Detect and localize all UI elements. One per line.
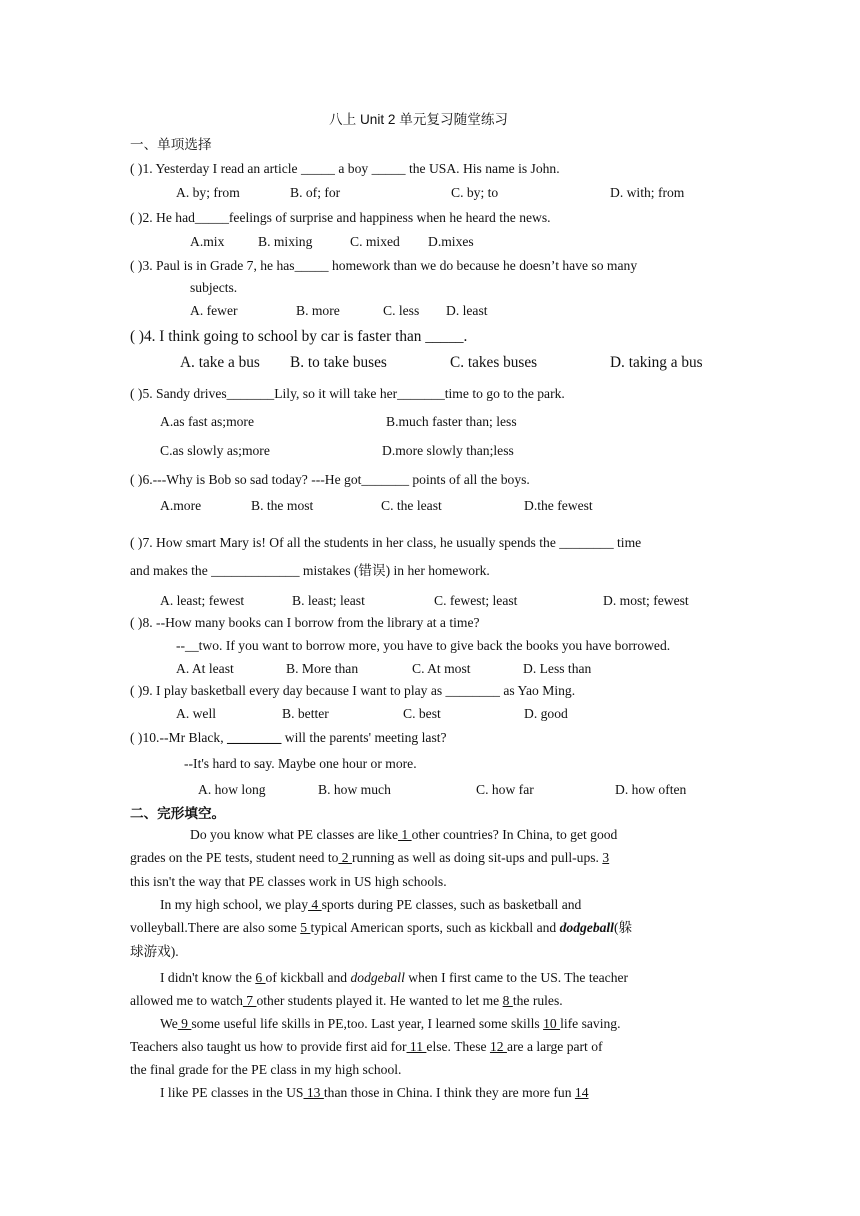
cloze-p1-line1: Do you know what PE classes are like 1 other countries? In China, to get good [190, 827, 618, 842]
q7-option-a: A. least; fewest [160, 593, 245, 608]
cloze-blank-1: 1 [398, 827, 412, 842]
cloze-p1-line2: grades on the PE tests, student need to 2 running as well as doing sit-ups and pull-ups. 3 [130, 850, 610, 865]
cloze-p4-line1: We 9 some useful life skills in PE,too. Last year, I learned some skills 10 life saving. [160, 1016, 621, 1031]
q2-option-c: C. mixed [350, 234, 400, 249]
q8-option-a: A. At least [176, 661, 234, 676]
section-heading-multiple-choice: 一、单项选择 [130, 137, 212, 152]
q2-option-b: B. mixing [258, 234, 313, 249]
cloze-blank-3: 3 [602, 850, 610, 865]
q10-option-d: D. how often [615, 782, 687, 797]
q3-option-d: D. least [446, 303, 488, 318]
question-9-stem: ( )9. I play basketball every day because I want to play as ________ as Yao Ming. [130, 683, 576, 698]
cloze-blank-6: 6 [255, 970, 266, 985]
q6-option-d: D.the fewest [524, 498, 593, 513]
page-title: 八上 Unit 2 单元复习随堂练习 [329, 112, 509, 127]
cloze-blank-5: 5 [300, 920, 311, 935]
q7-option-c: C. fewest; least [434, 593, 518, 608]
q8-option-c: C. At most [412, 661, 471, 676]
q5-option-a: A.as fast as;more [160, 414, 254, 429]
question-8-stem: ( )8. --How many books can I borrow from the library at a time? [130, 615, 480, 630]
q6-option-a: A.more [160, 498, 202, 513]
q4-option-b: B. to take buses [290, 354, 387, 371]
cloze-blank-2: 2 [338, 850, 352, 865]
cloze-p3-line2: allowed me to watch 7 other students played it. He wanted to let me 8 the rules. [130, 993, 563, 1008]
question-6-stem: ( )6.---Why is Bob so sad today? ---He got_______ points of all the boys. [130, 472, 530, 487]
q9-option-d: D. good [524, 706, 568, 721]
q3-option-b: B. more [296, 303, 340, 318]
q10-stem-start: ( )10.--Mr Black, [130, 730, 228, 745]
q8-option-d: D. Less than [523, 661, 592, 676]
cloze-p1-line3: this isn't the way that PE classes work in US high schools. [130, 874, 447, 889]
q6-option-c: C. the least [381, 498, 442, 513]
question-7-stem-line1: ( )7. How smart Mary is! Of all the students in her class, he usually spends the ________ time [130, 535, 642, 550]
q2-option-a: A.mix [190, 234, 225, 249]
q9-option-a: A. well [176, 706, 217, 721]
question-3-stem: ( )3. Paul is in Grade 7, he has_____ homework than we do because he doesn’t have so many [130, 258, 638, 273]
cloze-p4-line3: the final grade for the PE class in my high school. [130, 1062, 402, 1077]
q5-option-d: D.more slowly than;less [382, 443, 514, 458]
cloze-blank-10: 10 [543, 1016, 561, 1031]
question-7-stem-line2: and makes the _____________ mistakes (错误) in her homework. [130, 563, 490, 578]
question-10-stem [130, 731, 447, 745]
q10-option-c: C. how far [476, 782, 534, 797]
term-dodgeball: dodgeball [559, 920, 614, 935]
cloze-blank-7: 7 [242, 993, 257, 1008]
cloze-blank-9: 9 [177, 1016, 192, 1031]
question-10-continuation: --It's hard to say. Maybe one hour or more. [184, 756, 417, 771]
q1-option-a: A. by; from [176, 185, 240, 200]
q4-option-a: A. take a bus [180, 354, 260, 371]
q10-stem-end: will the parents' meeting last? [281, 730, 447, 745]
q2-option-d: D.mixes [428, 234, 474, 249]
q7-option-b: B. least; least [292, 593, 365, 608]
q9-option-b: B. better [282, 706, 329, 721]
cloze-blank-12: 12 [489, 1039, 507, 1054]
q10-option-a: A. how long [198, 782, 266, 797]
q6-option-b: B. the most [251, 498, 314, 513]
q1-option-c: C. by; to [451, 185, 499, 200]
cloze-p2-line1: In my high school, we play 4 sports during PE classes, such as basketball and [160, 897, 582, 912]
cloze-p3-line1: I didn't know the 6 of kickball and dodgeball when I first came to the US. The teacher [160, 970, 629, 985]
q1-option-d: D. with; from [610, 185, 685, 200]
question-2-stem: ( )2. He had_____feelings of surprise and happiness when he heard the news. [130, 210, 551, 225]
cloze-blank-11: 11 [406, 1039, 427, 1054]
q10-option-b: B. how much [318, 782, 391, 797]
cloze-p4-line2: Teachers also taught us how to provide first aid for 11 else. These 12 are a large part of [130, 1039, 603, 1054]
q8-option-b: B. More than [286, 661, 359, 676]
question-1-stem: ( )1. Yesterday I read an article _____ a boy _____ the USA. His name is John. [130, 161, 560, 176]
question-3-continuation: subjects. [190, 280, 238, 295]
q5-option-b: B.much faster than; less [386, 414, 517, 429]
section-heading-cloze: 二、完形填空。 [130, 806, 226, 821]
cloze-blank-4: 4 [308, 897, 322, 912]
cloze-p5-line1: I like PE classes in the US 13 than those in China. I think they are more fun 14 [160, 1085, 589, 1100]
q3-option-a: A. fewer [190, 303, 238, 318]
q9-option-c: C. best [403, 706, 441, 721]
q5-option-c: C.as slowly as;more [160, 443, 270, 458]
q10-blank: ________ [227, 730, 282, 745]
q4-option-c: C. takes buses [450, 354, 538, 371]
question-8-continuation: --__two. If you want to borrow more, you have to give back the books you have borrowed. [176, 638, 671, 653]
q7-option-d: D. most; fewest [603, 593, 689, 608]
q3-option-c: C. less [383, 303, 420, 318]
cloze-p2-line3: 球游戏). [130, 944, 179, 959]
q1-option-b: B. of; for [290, 185, 341, 200]
cloze-blank-14: 14 [574, 1085, 589, 1100]
question-5-stem: ( )5. Sandy drives_______Lily, so it will take her_______time to go to the park. [130, 386, 565, 401]
question-4-stem: ( )4. I think going to school by car is faster than _____. [130, 328, 468, 345]
cloze-blank-13: 13 [303, 1085, 324, 1100]
cloze-blank-8: 8 [502, 993, 513, 1008]
cloze-p2-line2: volleyball.There are also some 5 typical American sports, such as kickball and dodgeball(躲 [130, 920, 633, 935]
q4-option-d: D. taking a bus [610, 354, 703, 371]
